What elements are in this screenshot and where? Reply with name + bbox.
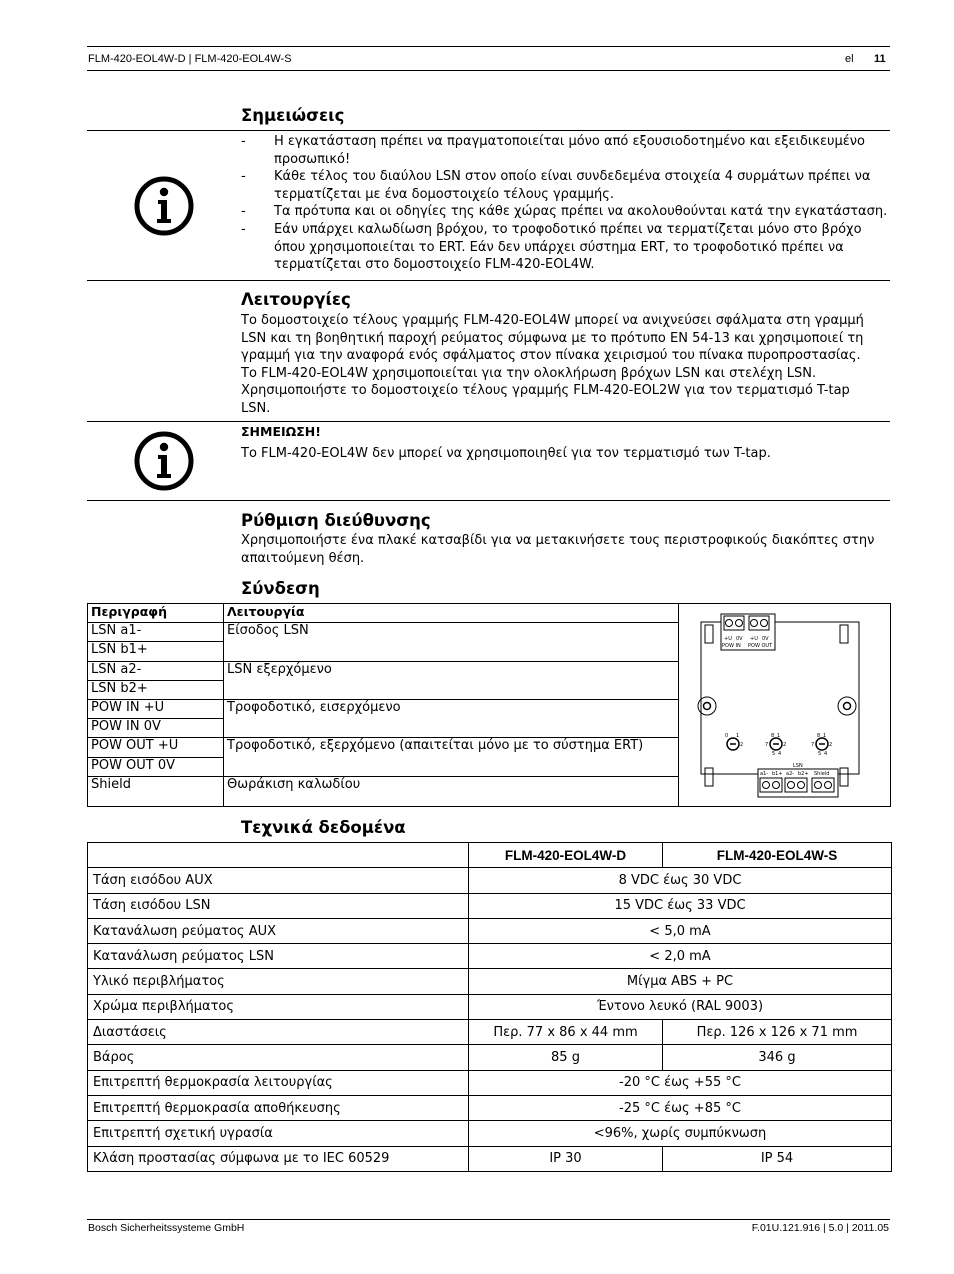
table-row: LSN a1- Είσοδος LSN xyxy=(88,623,679,642)
table-row: LSN a2- LSN εξερχόμενο xyxy=(88,661,679,680)
info-icon xyxy=(133,430,195,492)
note-item: - Τα πρότυπα και οι οδηγίες της κάθε χώρας πρέπει να ακολουθούνται κατά την εγκατάσταση. xyxy=(241,204,888,220)
notes-rule-bottom xyxy=(87,280,890,281)
table-row: Τάση εισόδου AUX 8 VDC έως 30 VDC xyxy=(88,868,892,893)
table-row: Shield Θωράκιση καλωδίου xyxy=(88,776,679,806)
notes-rule-top xyxy=(87,130,890,131)
svg-text:4: 4 xyxy=(778,751,782,757)
svg-text:5: 5 xyxy=(772,751,776,757)
footer-rule xyxy=(87,1219,890,1220)
table-row: Επιτρεπτή σχετική υγρασία <96%, χωρίς συμπύκνωση xyxy=(88,1121,892,1146)
svg-text:7: 7 xyxy=(811,742,815,748)
pow-in-label: POW IN xyxy=(722,643,741,649)
notice-rule-top xyxy=(87,421,890,422)
table-row: Υλικό περιβλήματος Μίγμα ABS + PC xyxy=(88,969,892,994)
table-row: Κατανάλωση ρεύματος LSN < 2,0 mA xyxy=(88,944,892,969)
connection-title: Σύνδεση xyxy=(241,579,320,598)
header-doc-title: FLM-420-EOL4W-D | FLM-420-EOL4W-S xyxy=(88,53,292,65)
table-row: POW OUT +U Τροφοδοτικό, εξερχόμενο (απαιτείται μόνο με το σύστημα ERT) xyxy=(88,738,679,757)
col-model-s: FLM-420-EOL4W-S xyxy=(663,843,892,868)
svg-text:b1+: b1+ xyxy=(772,771,783,777)
info-icon xyxy=(133,175,195,237)
table-row: POW OUT 0V xyxy=(88,757,679,776)
header-rule xyxy=(87,46,890,47)
col-function: Λειτουργία xyxy=(224,604,679,623)
pow-out-zero: 0V xyxy=(762,636,769,642)
rotary-switch xyxy=(765,733,786,757)
rotary-switch xyxy=(811,733,832,757)
table-row: Βάρος 85 g 346 g xyxy=(88,1045,892,1070)
note-item: - Εάν υπάρχει καλωδίωση βρόχου, το τροφοδοτικό πρέπει να τερματίζεται μόνο στο βρόχο όπου χρησιμοποιείται το ERT. Εάν δεν υπάρχει σύστημα ERT, το τροφοδοτικό πρέπει να τερματίζεται στο δομοστοιχείο FLM-420-EOL4W. xyxy=(241,221,862,273)
connection-table xyxy=(87,603,679,807)
rotary-switch xyxy=(725,733,743,750)
table-row: POW IN 0V xyxy=(88,719,679,738)
svg-text:Shield: Shield xyxy=(814,771,830,777)
svg-text:2: 2 xyxy=(783,742,787,748)
svg-text:1: 1 xyxy=(777,733,781,739)
header-rule-bottom xyxy=(87,70,890,71)
table-row: POW IN +U Τροφοδοτικό, εισερχόμενο xyxy=(88,699,679,718)
table-row: Κλάση προστασίας σύμφωνα με το IEC 60529 IP 30 IP 54 xyxy=(88,1146,892,1171)
svg-text:0: 0 xyxy=(725,733,729,739)
note-item: - Η εγκατάσταση πρέπει να πραγματοποιείται μόνο από εξουσιοδοτημένο και εξειδικευμένο προσωπικό! xyxy=(241,134,866,167)
addressing-text: Χρησιμοποιήστε ένα πλακέ κατσαβίδι για να μετακινήσετε τους περιστροφικούς διακόπτες στην απαιτούμενη θέση. xyxy=(241,533,875,566)
pow-out-label: POW OUT xyxy=(748,643,773,649)
wiring-diagram xyxy=(679,604,890,806)
table-row: Επιτρεπτή θερμοκρασία αποθήκευσης -25 °C έως +85 °C xyxy=(88,1095,892,1120)
header-lang: el xyxy=(845,53,854,65)
table-row: LSN b1+ xyxy=(88,642,679,661)
svg-text:2: 2 xyxy=(740,742,744,748)
svg-text:1: 1 xyxy=(736,733,740,739)
svg-text:4: 4 xyxy=(824,751,828,757)
addressing-title: Ρύθμιση διεύθυνσης xyxy=(241,511,431,530)
notes-list xyxy=(241,133,901,274)
svg-text:b2+: b2+ xyxy=(798,771,809,777)
svg-text:8: 8 xyxy=(817,733,821,739)
notice-rule-bottom xyxy=(87,500,890,501)
lsn-label: LSN xyxy=(793,763,803,769)
table-row: Χρώμα περιβλήματος Έντονο λευκό (RAL 9003) xyxy=(88,994,892,1019)
table-row: Επιτρεπτή θερμοκρασία λειτουργίας -20 °C έως +55 °C xyxy=(88,1070,892,1095)
pow-out-plus: +U xyxy=(750,636,758,642)
svg-text:8: 8 xyxy=(771,733,775,739)
note-item: - Κάθε τέλος του διαύλου LSN στον οποίο είναι συνδεδεμένα στοιχεία 4 συρμάτων πρέπει να τερματίζεται με ένα δομοστοιχείο τέλους γραμμής. xyxy=(241,169,871,202)
table-header-row xyxy=(88,604,679,623)
table-row: Διαστάσεις Περ. 77 x 86 x 44 mm Περ. 126 x 126 x 71 mm xyxy=(88,1020,892,1045)
functions-text: Το δομοστοιχείο τέλους γραμμής FLM-420-EOL4W μπορεί να ανιχνεύσει σφάλματα στη γραμμή LSN και τη βοηθητική παροχή ρεύματος σύμφωνα με το πρότυπο EN 54-13 και χρησιμοποιεί τη γραμμή για την αναφορά ενός σφάλματος στον πίνακα χειρισμού του πίνακα πυροπροστασίας. Το FLM-420-EOL4W χρησιμοποιείται για την ολοκλήρωση βρόχων LSN και στελέχη LSN. Χρησιμοποιήστε το δομοστοιχείο τέλους γραμμής FLM-420-EOL2W για τον τερματισμό T-tap LSN. xyxy=(241,313,864,416)
tech-title: Τεχνικά δεδομένα xyxy=(241,818,406,837)
table-row: Τάση εισόδου LSN 15 VDC έως 33 VDC xyxy=(88,893,892,918)
svg-text:a1-: a1- xyxy=(760,771,769,777)
notes-title: Σημειώσεις xyxy=(241,106,345,125)
table-row: LSN b2+ xyxy=(88,680,679,699)
header-page-number: 11 xyxy=(874,53,886,65)
wiring-diagram-frame xyxy=(678,603,891,807)
col-model-d: FLM-420-EOL4W-D xyxy=(469,843,663,868)
tech-table xyxy=(87,842,892,1172)
table-row: Κατανάλωση ρεύματος AUX < 5,0 mA xyxy=(88,918,892,943)
functions-title: Λειτουργίες xyxy=(241,290,351,309)
svg-text:7: 7 xyxy=(765,742,769,748)
svg-text:1: 1 xyxy=(823,733,827,739)
notice-heading: ΣΗΜΕΙΩΣΗ! xyxy=(241,424,321,439)
footer-company: Bosch Sicherheitssysteme GmbH xyxy=(88,1222,245,1234)
col-description: Περιγραφή xyxy=(88,604,224,623)
footer-doc-ref: F.01U.121.916 | 5.0 | 2011.05 xyxy=(751,1222,889,1234)
table-header-row xyxy=(88,843,892,868)
svg-text:5: 5 xyxy=(818,751,822,757)
svg-text:a2-: a2- xyxy=(786,771,795,777)
pow-in-plus: +U xyxy=(724,636,732,642)
notice-text: Το FLM-420-EOL4W δεν μπορεί να χρησιμοποιηθεί για τον τερματισμό των T-tap. xyxy=(241,446,771,461)
svg-text:2: 2 xyxy=(829,742,833,748)
pow-in-zero: 0V xyxy=(736,636,743,642)
